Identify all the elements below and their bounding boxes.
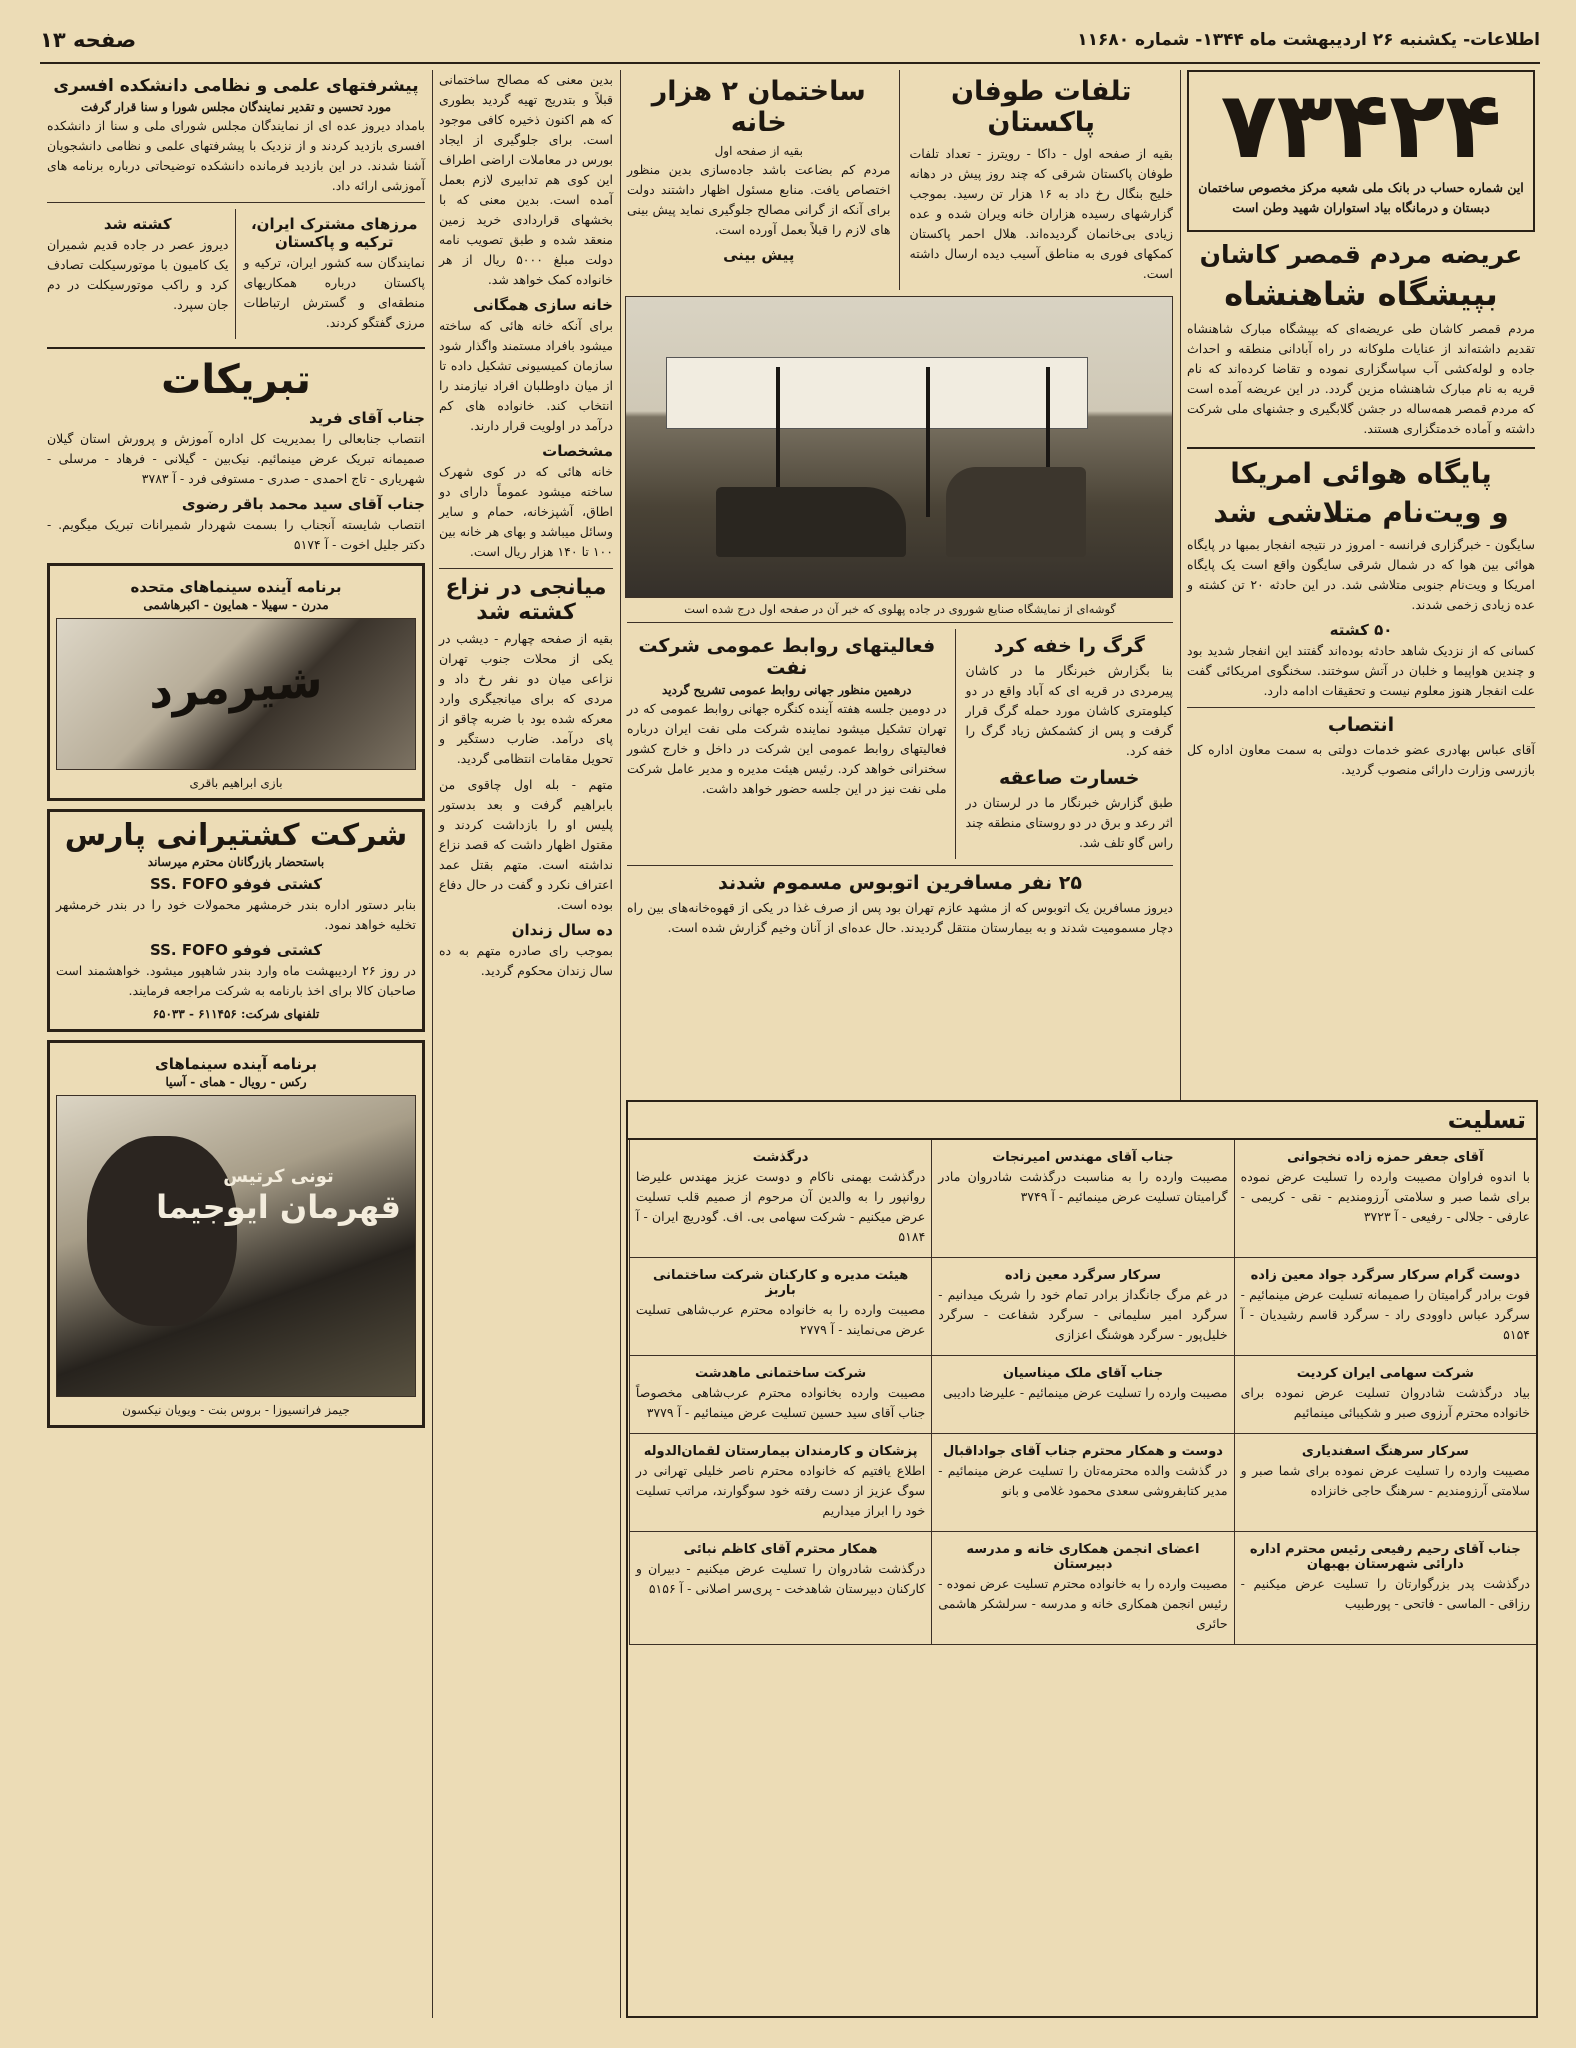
congrats-name-1: جناب آقای فرید: [309, 409, 425, 427]
condolence-heading: تسلیت: [628, 1102, 1536, 1140]
condolence-notice: [1234, 1532, 1536, 1645]
masthead-bar: [40, 22, 1540, 64]
cinema-heading: برنامه آینده سینماهای متحده: [130, 578, 342, 596]
airbase-subhead: ۵۰ کشته: [1329, 621, 1393, 639]
lightning-headline: خسارت صاعقه: [999, 767, 1140, 789]
kashan-headline-2: بپیشگاه شاهنشاه: [1224, 275, 1498, 313]
mediator-subhead: ده سال زندان: [511, 921, 613, 939]
photo-building: [666, 357, 1088, 429]
exhibition-photo: [625, 296, 1173, 598]
column-left: [40, 70, 432, 2018]
condolence-notice: [629, 1434, 931, 1532]
condolence-notice: [931, 1140, 1233, 1258]
cinema2-heading: برنامه آینده سینماهای: [155, 1055, 317, 1073]
condolence-notice: [931, 1258, 1233, 1356]
condolence-text: در گذشت والده محترمه‌تان را تسلیت عرض مینمائیم - مدیر کتابفروشی سعدی محمود غلامی و بانو: [938, 1463, 1228, 1498]
cinema-ad: [47, 563, 425, 801]
poster-title-block: [156, 1166, 401, 1226]
mediator-article-2: متهم - بله اول چاقوی من بابراهیم گرفت و بعد بدستور پلیس او را بازداشت کردند و مقتول اظهار داشت که قصد نزاع نداشته است. متهم بقتل عمد اعتراف نکرد و گفت در حال دفاع بوده است.: [439, 777, 613, 912]
divider: [1187, 707, 1535, 708]
oil-headline: فعالیتهای روابط عمومی شرکت نفت: [638, 635, 936, 679]
housing-sub-1: خانه سازی همگانی: [472, 296, 613, 314]
condolence-text: اطلاع یافتیم که خانواده محترم ناصر خلیلی تهرانی در سوگ عزیز از دست رفته خود سوگوارند، مراتب تسلیت خود را ابراز میداریم: [635, 1463, 926, 1518]
poster-star: تونی کرتیس: [223, 1166, 334, 1187]
condolence-notice: [931, 1356, 1233, 1434]
condolence-notice: [629, 1258, 931, 1356]
wolf-article: بنا بگزارش خبرنگار ما در کاشان پیرمردی در قریه ای که آباد واقع در دو کیلومتری کاشان مورد حمله گرگ قرار گرفت و پس از کشمکش زیاد گرگ را خفه کرد.: [965, 663, 1173, 758]
shipping-text-1: بنابر دستور اداره بندر خرمشهر محمولات خود را در بندر خرمشهر تخلیه خواهد نمود.: [56, 897, 416, 932]
condolence-notice: [1234, 1140, 1536, 1258]
cinema2-ad: [47, 1040, 425, 1428]
condolence-title: سرکار سرهنگ اسفندیاری: [1301, 1444, 1469, 1459]
condolence-notice: [931, 1434, 1233, 1532]
condolence-text: مصیبت وارده را تسلیت عرض مینمائیم - علیرضا دادیبی: [943, 1385, 1228, 1400]
condolence-title: درگذشت: [752, 1150, 809, 1165]
airbase-article: سایگون - خبرگزاری فرانسه - امروز در نتیجه انفجار بمبها در پایگاه هوائی بین هوا که در شمال شرقی سایگون واقع است یک پایگاه امریکا و ویت‌نام جنوبی متلاشی شد. در این حادثه ۲۰ تن کشته و عده زیادی زخمی شدند.: [1187, 537, 1535, 612]
killed-article: دیروز عصر در جاده قدیم شمیران یک کامیون با موتورسیکلت تصادف کرد و راکب موتورسیکلت در دم جان سپرد.: [47, 237, 229, 312]
condolence-text: مصیبت وارده را به خانواده محترم تسلیت عرض نموده - رئیس انجمن همکاری خانه و مدرسه - سرلشکر هاشمی حائری: [938, 1576, 1228, 1631]
condolence-notice: [1234, 1258, 1536, 1356]
congrats-text-1: انتصاب جنابعالی را بمدیریت کل اداره آموزش و پرورش استان گیلان صمیمانه تبریک عرض مینمائیم. نیک‌بین - گیلانی - فرهاد - مرسلی - شهریاری - تاج احمدی - صدری - مستوفی فرد - آ ۳۷۸۳: [47, 431, 425, 486]
poster-portrait: [87, 1136, 237, 1326]
shipping-ship-2: کشتی فوفو SS. FOFO: [149, 941, 323, 959]
congrats-text-2: انتصاب شایسته آنجناب را بسمت شهردار شمیرانات تبریک میگویم. - دکتر جلیل اخوت - آ ۵۱۷۴: [47, 517, 425, 552]
condolence-text: مصیبت وارده را تسلیت عرض نموده برای شما صبر و سلامتی آرزومندیم - سرهنگ حاجی خانزاده: [1240, 1463, 1530, 1498]
mediator-headline: میانجی در نزاع کشته شد: [445, 575, 607, 625]
mediator-article-3: بموجب رای صادره متهم به ده سال زندان محکوم گردید.: [439, 943, 613, 978]
housing-subhead: بقیه از صفحه اول: [714, 144, 803, 158]
cinema-credits: بازی ابراهیم باقری: [189, 776, 283, 790]
kashan-article: مردم قمصر کاشان طی عریضه‌ای که بپیشگاه مبارک شاهنشاه تقدیم داشته‌اند از عنایات ملوکانه در راه آبادانی منطقه و احداث جاده و لوله‌کشی آب سپاسگزاری نموده و تقاضا کرده‌اند که نام قریه به نام مبارک شاهنشاه مزین گردد. در این عریضه آمده است که مردم قمصر همه‌ساله در جشن گلابگیری و جشنهای ملی شرکت داشته و آماده خدمتگزاری هستند.: [1187, 321, 1535, 436]
page-number: صفحه ۱۳: [40, 28, 137, 52]
divider: [47, 347, 425, 349]
masthead: اطلاعات- یکشنبه ۲۶ اردیبهشت ماه ۱۳۴۴- شماره ۱۱۶۸۰: [1077, 30, 1540, 50]
airbase-article-2: کسانی که از نزدیک شاهد حادثه بوده‌اند گفتند این انفجار شدید بود و چندین هواپیما و خلبان در آتش سوختند. سخنگوی امریکائی گفت علت انفجار هنوز معلوم نیست و تحقیقات ادامه دارد.: [1187, 643, 1535, 698]
oil-subhead: درهمین منظور جهانی روابط عمومی تشریح گردید: [662, 683, 912, 697]
condolence-text: مصیبت وارده بخانواده محترم عرب‌شاهی مخصوصاً جناب آقای سید حسین تسلیت عرض مینمائیم - آ ۳۷۷۹: [635, 1385, 926, 1420]
academy-article: بامداد دیروز عده ای از نمایندگان مجلس شورای ملی و سنا از دانشکده افسری بازدید کردند و از نزدیک با پیشرفتهای علمی و نظامی دانشجویان آشنا شدند. در این بازدید فرمانده دانشکده توضیحاتی درباره برنامه های آموزشی ارائه داد.: [47, 118, 425, 193]
cinema2-list: رکس - رویال - همای - آسیا: [165, 1075, 307, 1089]
condolence-text: مصیبت وارده را به خانواده محترم عرب‌شاهی تسلیت عرض می‌نمایند - آ ۲۷۷۹: [635, 1302, 926, 1337]
housing-continued-2: برای آنکه خانه هائی که ساخته میشود بافراد مستمند واگذار شود سازمان کمیسیونی تشکیل داده تا از میان داوطلبان افراد نیازمند را انتخاب کند. خانواده های کم درآمد در اولویت قرار دارند.: [439, 318, 613, 433]
housing-continued: بدین معنی که مصالح ساختمانی قبلاً و بتدریج تهیه گردید بطوری که هم اکنون ذخیره کافی موجود است. برای جلوگیری از ایجاد بورس در معاملات اراضی اطراف این کوی هم تدابیری لازم بعمل آمده است. بدین معنی که با بخشهای قراردادی خرید زمین منعقد شده و طبق تصویب نامه دولت مبلغ ۵۰۰۰ ریال از هر خانواده کمک خواهد شد.: [439, 72, 613, 287]
congrats-heading: تبریکات: [161, 357, 311, 403]
housing-subhead-2: پیش بینی: [723, 246, 795, 264]
appointment-headline: انتصاب: [1327, 714, 1395, 736]
shipping-company: شرکت کشتیرانی پارس: [64, 818, 408, 853]
account-box: [1187, 70, 1535, 232]
condolence-title: جناب آقای رحیم رفیعی رئیس محترم اداره دارائی شهرستان بهبهان: [1249, 1542, 1521, 1572]
killed-headline: کشته شد: [103, 215, 172, 233]
movie-poster: [56, 1095, 416, 1397]
condolence-title: جناب آقای ملک میناسیان: [1002, 1366, 1164, 1381]
bus-article: دیروز مسافرین یک اتوبوس که از مشهد عازم تهران بود پس از صرف غذا در یکی از قهوه‌خانه‌های بین راه دچار مسمومیت شدند و به بیمارستان منتقل گردیدند. حال عده‌ای از آنان وخیم گزارش شده است.: [627, 900, 1173, 935]
housing-article: مردم کم بضاعت باشد جاده‌سازی بدین منظور اختصاص یافت. منابع مسئول اظهار داشتند دولت برای آنکه از گرانی مصالح جلوگیری نماید پیش بینی های لازم را قبلاً بعمل آورده است.: [627, 162, 891, 237]
divider: [627, 865, 1173, 866]
condolence-text: در غم مرگ جانگداز برادر تمام خود را شریک میدانیم - سرگرد امیر سلیمانی - سرگرد شفاعت - سرگرد خلیل‌پور - سرگرد هوشنگ اعزازی: [938, 1287, 1228, 1342]
column-center: [620, 70, 1180, 1068]
housing-headline: ساختمان ۲ هزار خانه: [651, 76, 866, 138]
pakistan-article: بقیه از صفحه اول - داکا - رویترز - تعداد تلفات طوفان پاکستان شرقی که چند روز پیش در دهانه خلیج بنگال رخ داد به ۱۶ هزار تن رسید. بموجب گزارشهای رسیده هزاران خانه ویران شده و عده زیادی بی‌خانمان گردیده‌اند. هلال احمر پاکستان کمکهای فوری به مناطق آسیب دیده ارسال داشته است.: [909, 146, 1173, 281]
condolence-title: سرکار سرگرد معین زاده: [1004, 1268, 1162, 1283]
condolence-title: جناب آقای مهندس امیرنجات: [992, 1150, 1174, 1165]
cinema-list: مدرن - سهیلا - همایون - اکبرهاشمی: [143, 598, 329, 612]
bus-headline: ۲۵ نفر مسافرین اتوبوس مسموم شدند: [718, 872, 1082, 894]
column-narrow: [432, 70, 620, 2018]
cinema-film-title: شیرمرد: [149, 652, 323, 720]
pakistan-headline: تلفات طوفان پاکستان: [951, 76, 1132, 138]
photo-machine: [946, 467, 1086, 557]
wolf-headline: گرگ را خفه کرد: [993, 635, 1145, 657]
border-article: نمایندگان سه کشور ایران، ترکیه و پاکستان درباره همکاریهای منطقه‌ای و گسترش ارتباطات مرزی گفتگو کردند.: [243, 255, 425, 330]
border-headline: مرزهای مشترک ایران، ترکیه و پاکستان: [250, 215, 418, 251]
condolence-notice: [629, 1356, 931, 1434]
shipping-phone: تلفنهای شرکت: ۶۱۱۴۵۶ - ۶۵۰۳۳: [152, 1007, 320, 1021]
condolence-title: دوست گرام سرکار سرگرد جواد معین زاده: [1250, 1268, 1521, 1283]
shipping-ad: [47, 809, 425, 1032]
poster-credits: جیمز فرانسیوزا - بروس بنت - ویویان نیکسون: [122, 1403, 350, 1417]
academy-headline: پیشرفتهای علمی و نظامی دانشکده افسری: [53, 76, 419, 96]
condolence-title: همکار محترم آقای کاظم نبائی: [683, 1542, 878, 1557]
divider: [1187, 447, 1535, 449]
oil-article: در دومین جلسه هفته آینده کنگره جهانی روابط عمومی که در تهران تشکیل میشود نماینده شرکت ملی نفت ایران درباره فعالیتهای روابط عمومی این شرکت در داخل و خارج کشور سخنرانی خواهد کرد. رئیس هیئت مدیره و مدیر عامل شرکت ملی نفت نیز در این جلسه حضور خواهد داشت.: [627, 701, 947, 796]
condolence-notice: [1234, 1434, 1536, 1532]
divider: [439, 568, 613, 569]
condolence-text: فوت برادر گرامیتان را صمیمانه تسلیت عرض مینمائیم - سرگرد عباس داوودی راد - سرگرد قاسم رشیدیان - آ ۵۱۵۴: [1240, 1287, 1530, 1342]
condolence-grid: [628, 1140, 1536, 1645]
condolence-notice: [1234, 1356, 1536, 1434]
cinema-poster: [56, 618, 416, 770]
condolence-title: دوست و همکار محترم جناب آقای جواداقبال: [942, 1444, 1223, 1459]
kashan-headline: عریضه مردم قمصر کاشان: [1199, 240, 1523, 269]
condolence-notice: [629, 1532, 931, 1645]
divider: [47, 202, 425, 203]
condolence-notice: [931, 1532, 1233, 1645]
housing-sub-2: مشخصات: [542, 442, 613, 460]
condolence-title: شرکت ساختمانی ماهدشت: [694, 1366, 867, 1381]
condolence-section: [626, 1100, 1538, 2018]
shipping-subhead: باستحضار بازرگانان محترم میرساند: [147, 855, 325, 869]
housing-continued-3: خانه هائی که در کوی شهرک ساخته میشود عموماً دارای دو اطاق، آشپزخانه، حمام و سایر وسائل میباشد و بهای هر خانه بین ۱۰۰ تا ۱۴۰ هزار ریال است.: [439, 464, 613, 559]
photo-caption: گوشه‌ای از نمایشگاه صنایع شوروی در جاده پهلوی که خبر آن در صفحه اول درج شده است: [684, 602, 1116, 616]
appointment-article: آقای عباس بهادری عضو خدمات دولتی به سمت معاون اداره کل بازرسی وزارت دارائی منصوب گردید.: [1187, 742, 1535, 777]
account-text: این شماره حساب در بانک ملی شعبه مرکز مخصوص ساختمان دبستان و درمانگاه بیاد استواران شهید وطن است: [1198, 180, 1524, 215]
photo-pole: [926, 367, 930, 517]
condolence-text: بیاد درگذشت شادروان تسلیت عرض نموده برای خانواده محترم آرزوی صبر و شکیبائی مینمائیم: [1240, 1385, 1530, 1420]
shipping-ship-1: کشتی فوفو SS. FOFO: [149, 875, 323, 893]
condolence-text: مصیبت وارده را به مناسبت درگذشت شادروان مادر گرامیتان تسلیت عرض مینمائیم - آ ۳۷۴۹: [938, 1169, 1228, 1204]
shipping-text-2: در روز ۲۶ اردیبهشت ماه وارد بندر شاهپور میشود. خواهشمند است صاحبان کالا برای اخذ بارنامه به شرکت مراجعه فرمایند.: [56, 963, 416, 998]
condolence-text: درگذشت شادروان را تسلیت عرض میکنیم - دبیران و کارکنان دبیرستان شاهدخت - پری‌سر اصلانی - آ ۵۱۵۶: [635, 1561, 926, 1596]
condolence-notice: [629, 1140, 931, 1258]
lightning-article: طبق گزارش خبرنگار ما در لرستان در اثر رعد و برق در دو روستای منطقه چند راس گاو تلف شد.: [965, 795, 1173, 850]
condolence-title: پزشکان و کارمندان بیمارستان لقمان‌الدوله: [643, 1444, 918, 1459]
academy-subhead: مورد تحسین و تقدیر نمایندگان مجلس شورا و سنا قرار گرفت: [80, 100, 392, 114]
condolence-title: آقای جعفر حمزه زاده نخجوانی: [1287, 1150, 1484, 1165]
congrats-name-2: جناب آقای سید محمد باقر رضوی: [181, 495, 425, 513]
condolence-title: هیئت مدیره و کارکنان شرکت ساختمانی باربز: [652, 1268, 909, 1298]
condolence-text: با اندوه فراوان مصیبت وارده را تسلیت عرض نموده برای شما صبر و سلامتی آرزومندیم - نقی - کریمی - عارفی - جلالی - رفیعی - آ ۳۷۲۳: [1240, 1169, 1530, 1224]
condolence-text: درگذشت پدر بزرگوارتان را تسلیت عرض میکنیم - رزاقی - الماسی - فاتحی - پورطبیب: [1240, 1576, 1530, 1611]
condolence-title: اعضای انجمن همکاری خانه و مدرسه دبیرستان: [966, 1542, 1200, 1572]
photo-machine: [716, 487, 906, 557]
poster-title: قهرمان ایوجیما: [156, 1187, 401, 1226]
airbase-headline-2: و ویت‌نام متلاشی شد: [1213, 496, 1509, 529]
condolence-text: درگذشت بهمنی ناکام و دوست عزیز مهندس علیرضا روانپور را به والدین آن مرحوم از صمیم قلب تسلیت عرض میکنیم - شرکت سهامی بی. اف. گودریچ ایران - آ ۵۱۸۴: [635, 1169, 926, 1244]
airbase-headline: پایگاه هوائی امریکا: [1230, 457, 1492, 490]
account-number: ۷۳۴۲۴: [1220, 72, 1502, 179]
mediator-article: بقیه از صفحه چهارم - دیشب در یکی از محلات جنوب تهران نزاعی میان دو نفر رخ داد و مردی که برای میانجیگری وارد معرکه شده بود با ضربه چاقو از پای درآمد. ضارب دستگیر و تحویل مقامات انتظامی گردید.: [439, 631, 613, 766]
condolence-title: شرکت سهامی ایران کردیت: [1296, 1366, 1474, 1381]
divider: [627, 622, 1173, 623]
